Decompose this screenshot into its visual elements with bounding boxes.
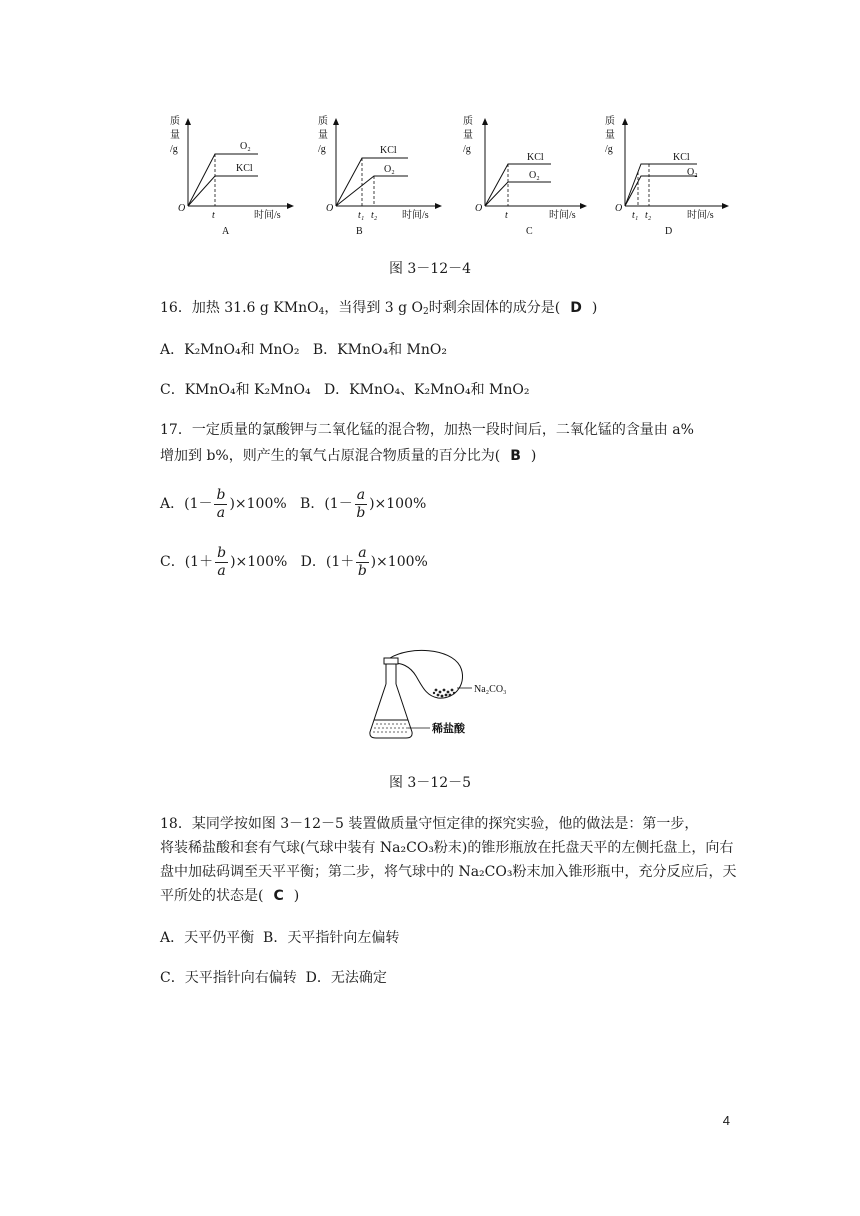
fraction-numerator: b bbox=[216, 486, 226, 503]
graph-letter: C bbox=[526, 226, 533, 237]
q17-option-b-tail: )×100% bbox=[369, 496, 427, 512]
fraction-numerator: a bbox=[358, 544, 367, 561]
q17-text-a: 增加到 b%，则产生的氧气占原混合物质量的百分比为( bbox=[160, 448, 501, 464]
q17-option-c-tail: )×100% bbox=[230, 554, 288, 570]
fraction-denominator: b bbox=[356, 504, 366, 521]
t2-label: t₂ bbox=[645, 210, 652, 221]
upper-curve-label: O₂ bbox=[240, 141, 251, 152]
q16-option-c: C．KMnO₄和 K₂MnO₄ bbox=[160, 382, 311, 398]
q16-option-a: A．K₂MnO₄和 MnO₂ bbox=[160, 342, 300, 358]
q17-text-end: ) bbox=[530, 448, 537, 464]
y-label-char-2: 量 bbox=[605, 130, 615, 141]
q16-text-c: 时剩余固体的成分是( bbox=[428, 300, 561, 316]
t1-label: t₁ bbox=[632, 210, 639, 221]
x-axis-label: 时间/s bbox=[687, 210, 714, 221]
lower-curve-label: O₂ bbox=[687, 167, 698, 178]
y-label-char-1: 质 bbox=[170, 116, 180, 127]
lower-curve bbox=[485, 182, 551, 206]
q17-option-c-label: C．(1＋ bbox=[160, 554, 214, 570]
y-label-unit: /g bbox=[318, 144, 326, 155]
y-label-unit: /g bbox=[605, 144, 613, 155]
q18-text-a: 平所处的状态是( bbox=[160, 888, 264, 904]
graph-letter: D bbox=[665, 226, 673, 237]
question-17-options-row-2 bbox=[160, 543, 428, 581]
flask-apparatus-figure bbox=[360, 648, 540, 748]
question-18-options-row-1 bbox=[160, 928, 399, 948]
question-18-line-2: 将装稀盐酸和套有气球(气球中装有 Na₂CO₃粉末)的锥形瓶放在托盘天平的左侧托盘上，向右 bbox=[160, 840, 734, 856]
y-label-char-1: 质 bbox=[318, 116, 328, 127]
question-18-options-row-2 bbox=[160, 968, 387, 988]
lower-curve bbox=[625, 176, 697, 206]
page-number: 4 bbox=[722, 1113, 730, 1128]
graph-b bbox=[318, 112, 458, 237]
fraction-numerator: b bbox=[217, 544, 227, 561]
x-axis-label: 时间/s bbox=[402, 210, 429, 221]
q18-answer: C bbox=[273, 888, 284, 904]
origin-label: O bbox=[475, 203, 483, 214]
q17-option-d-label: D．(1＋ bbox=[300, 554, 355, 570]
y-label-unit: /g bbox=[170, 144, 178, 155]
y-label-char-2: 量 bbox=[170, 130, 180, 141]
upper-curve bbox=[188, 154, 258, 206]
origin-label: O bbox=[326, 203, 334, 214]
q17-option-b-label: B．(1－ bbox=[300, 496, 353, 512]
question-17-line-2 bbox=[160, 446, 536, 466]
fraction-numerator: a bbox=[356, 486, 366, 503]
question-16-options-row-2 bbox=[160, 380, 529, 400]
t2-label: t₂ bbox=[371, 210, 378, 221]
question-18-line-4 bbox=[160, 886, 299, 906]
q17-option-d-tail: )×100% bbox=[370, 554, 428, 570]
q18-text-end: ) bbox=[293, 888, 300, 904]
q16-text-end: ) bbox=[591, 300, 598, 316]
lower-curve bbox=[188, 176, 258, 206]
q16-option-d: D．KMnO₄、K₂MnO₄和 MnO₂ bbox=[323, 382, 530, 398]
x-axis-label: 时间/s bbox=[549, 210, 576, 221]
q18-option-c: C．天平指针向右偏转 bbox=[160, 970, 297, 986]
y-label-char-2: 量 bbox=[463, 130, 473, 141]
y-label-char-1: 质 bbox=[463, 116, 473, 127]
question-16-options-row-1 bbox=[160, 340, 447, 360]
y-label-unit: /g bbox=[463, 144, 471, 155]
y-label-char-2: 量 bbox=[318, 130, 328, 141]
na2co3-label: Na₂CO₃ bbox=[474, 684, 507, 695]
q17-option-d-fraction bbox=[356, 545, 368, 580]
question-18-line-1: 18．某同学按如图 3－12－5 装置做质量守恒定律的探究实验，他的做法是：第一步， bbox=[160, 816, 699, 832]
x-axis-label: 时间/s bbox=[254, 210, 281, 221]
fraction-denominator: a bbox=[216, 504, 226, 521]
fraction-denominator: a bbox=[217, 562, 226, 579]
lower-curve-label: O₂ bbox=[384, 164, 395, 175]
t1-label: t₁ bbox=[358, 210, 365, 221]
origin-label: O bbox=[615, 203, 623, 214]
q17-answer: B bbox=[510, 448, 521, 464]
question-16-stem: 16．加热 31.6 g KMnO$_4$，当得到 3 g $O_2$时剩余固体的成分是( D ) bbox=[160, 300, 598, 317]
lower-curve-label: O₂ bbox=[529, 170, 540, 181]
question-18-line-3: 盘中加砝码调至天平平衡；第二步，将气球中的 Na₂CO₃粉末加入锥形瓶中，充分反应后，天 bbox=[160, 864, 737, 880]
dilute-hcl-label: 稀盐酸 bbox=[432, 723, 465, 735]
q17-option-a-label: A．(1－ bbox=[160, 496, 213, 512]
q16-text-a: 16．加热 31.6 g KMnO bbox=[160, 300, 319, 316]
lower-curve-label: KCl bbox=[236, 163, 253, 174]
y-label-char-1: 质 bbox=[605, 116, 615, 127]
origin-label: O bbox=[178, 203, 186, 214]
q17-option-a-fraction bbox=[214, 487, 227, 522]
graph-a bbox=[170, 112, 310, 237]
graph-letter: A bbox=[222, 226, 230, 237]
t-label: t bbox=[212, 210, 215, 221]
q18-option-b: B．天平指针向左偏转 bbox=[263, 930, 400, 946]
graph-c bbox=[463, 112, 603, 237]
graph-d bbox=[605, 112, 745, 237]
t-label: t bbox=[505, 210, 508, 221]
flask-body bbox=[370, 684, 412, 738]
figure-4-caption: 图 3－12－4 bbox=[388, 261, 472, 277]
q18-option-d: D．无法确定 bbox=[305, 970, 387, 986]
fraction-denominator: b bbox=[357, 562, 367, 579]
q17-option-c-fraction bbox=[215, 545, 228, 580]
lower-curve bbox=[336, 176, 408, 206]
figure-5-caption: 图 3－12－5 bbox=[388, 775, 472, 791]
upper-curve-label: KCl bbox=[673, 152, 690, 163]
graph-letter: B bbox=[356, 226, 363, 237]
question-17-line-1: 17．一定质量的氯酸钾与二氧化锰的混合物，加热一段时间后，二氧化锰的含量由 a% bbox=[160, 422, 694, 438]
question-17-options-row-1 bbox=[160, 485, 426, 523]
upper-curve-label: KCl bbox=[527, 152, 544, 163]
q17-option-b-fraction bbox=[355, 487, 367, 522]
q16-answer: D bbox=[570, 300, 582, 316]
q16-option-b: B．KMnO₄和 MnO₂ bbox=[312, 342, 447, 358]
upper-curve bbox=[485, 164, 551, 206]
upper-curve bbox=[336, 158, 408, 206]
q17-option-a-tail: )×100% bbox=[229, 496, 287, 512]
q18-option-a: A．天平仍平衡 bbox=[160, 930, 255, 946]
upper-curve-label: KCl bbox=[380, 145, 397, 156]
q16-text-b: ，当得到 3 g O bbox=[324, 300, 424, 316]
